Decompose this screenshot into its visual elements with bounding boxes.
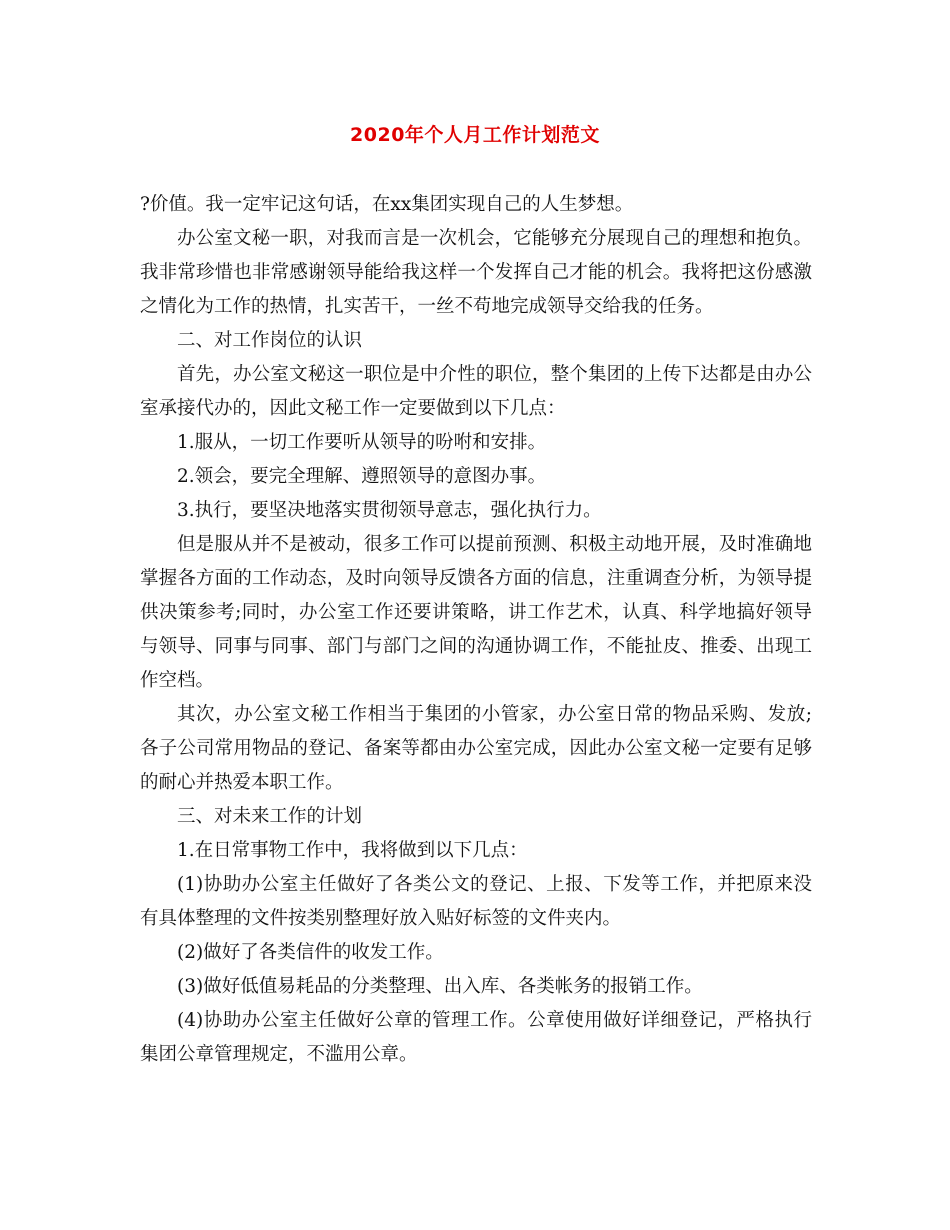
document-body	[140, 188, 812, 1072]
paragraph: 首先，办公室文秘这一职位是中介性的职位，整个集团的上传下达都是由办公室承接代办的，因此文秘工作一定要做到以下几点：	[140, 364, 812, 419]
list-item: 1.服从，一切工作要听从领导的吩咐和安排。	[177, 432, 547, 453]
list-item: (1)协助办公室主任做好了各类公文的登记、上报、下发等工作，并把原来没有具体整理的文件按类别整理好放入贴好标签的文件夹内。	[140, 874, 812, 929]
section-heading: 二、对工作岗位的认识	[177, 330, 363, 351]
paragraph: 办公室文秘一职，对我而言是一次机会，它能够充分展现自己的理想和抱负。我非常珍惜也非常感谢领导能给我这样一个发挥自己才能的机会。我将把这份感激之情化为工作的热情，扎实苦干，一丝不苟地完成领导交给我的任务。	[140, 228, 812, 317]
list-item: (4)协助办公室主任做好公章的管理工作。公章使用做好详细登记，严格执行集团公章管理规定，不滥用公章。	[140, 1010, 812, 1065]
list-item: 2.领会，要完全理解、遵照领导的意图办事。	[177, 466, 547, 487]
document-title: 2020年个人月工作计划范文	[350, 124, 600, 146]
paragraph: 但是服从并不是被动，很多工作可以提前预测、积极主动地开展，及时准确地掌握各方面的工作动态，及时向领导反馈各方面的信息，注重调查分析，为领导提供决策参考;同时，办公室工作还要讲策略，讲工作艺术，认真、科学地搞好领导与领导、同事与同事、部门与部门之间的沟通协调工作，不能扯皮、推委、出现工作空档。	[140, 534, 812, 691]
section-heading: 三、对未来工作的计划	[177, 806, 363, 827]
list-item: 1.在日常事物工作中，我将做到以下几点：	[177, 840, 528, 861]
paragraph: ?价值。我一定牢记这句话，在xx集团实现自己的人生梦想。	[140, 194, 634, 215]
list-item: 3.执行，要坚决地落实贯彻领导意志，强化执行力。	[177, 500, 602, 521]
list-item: (2)做好了各类信件的收发工作。	[177, 942, 444, 963]
paragraph: 其次，办公室文秘工作相当于集团的小管家，办公室日常的物品采购、发放;各子公司常用物品的登记、备案等都由办公室完成，因此办公室文秘一定要有足够的耐心并热爱本职工作。	[140, 704, 812, 793]
list-item: (3)做好低值易耗品的分类整理、出入库、各类帐务的报销工作。	[177, 976, 703, 997]
